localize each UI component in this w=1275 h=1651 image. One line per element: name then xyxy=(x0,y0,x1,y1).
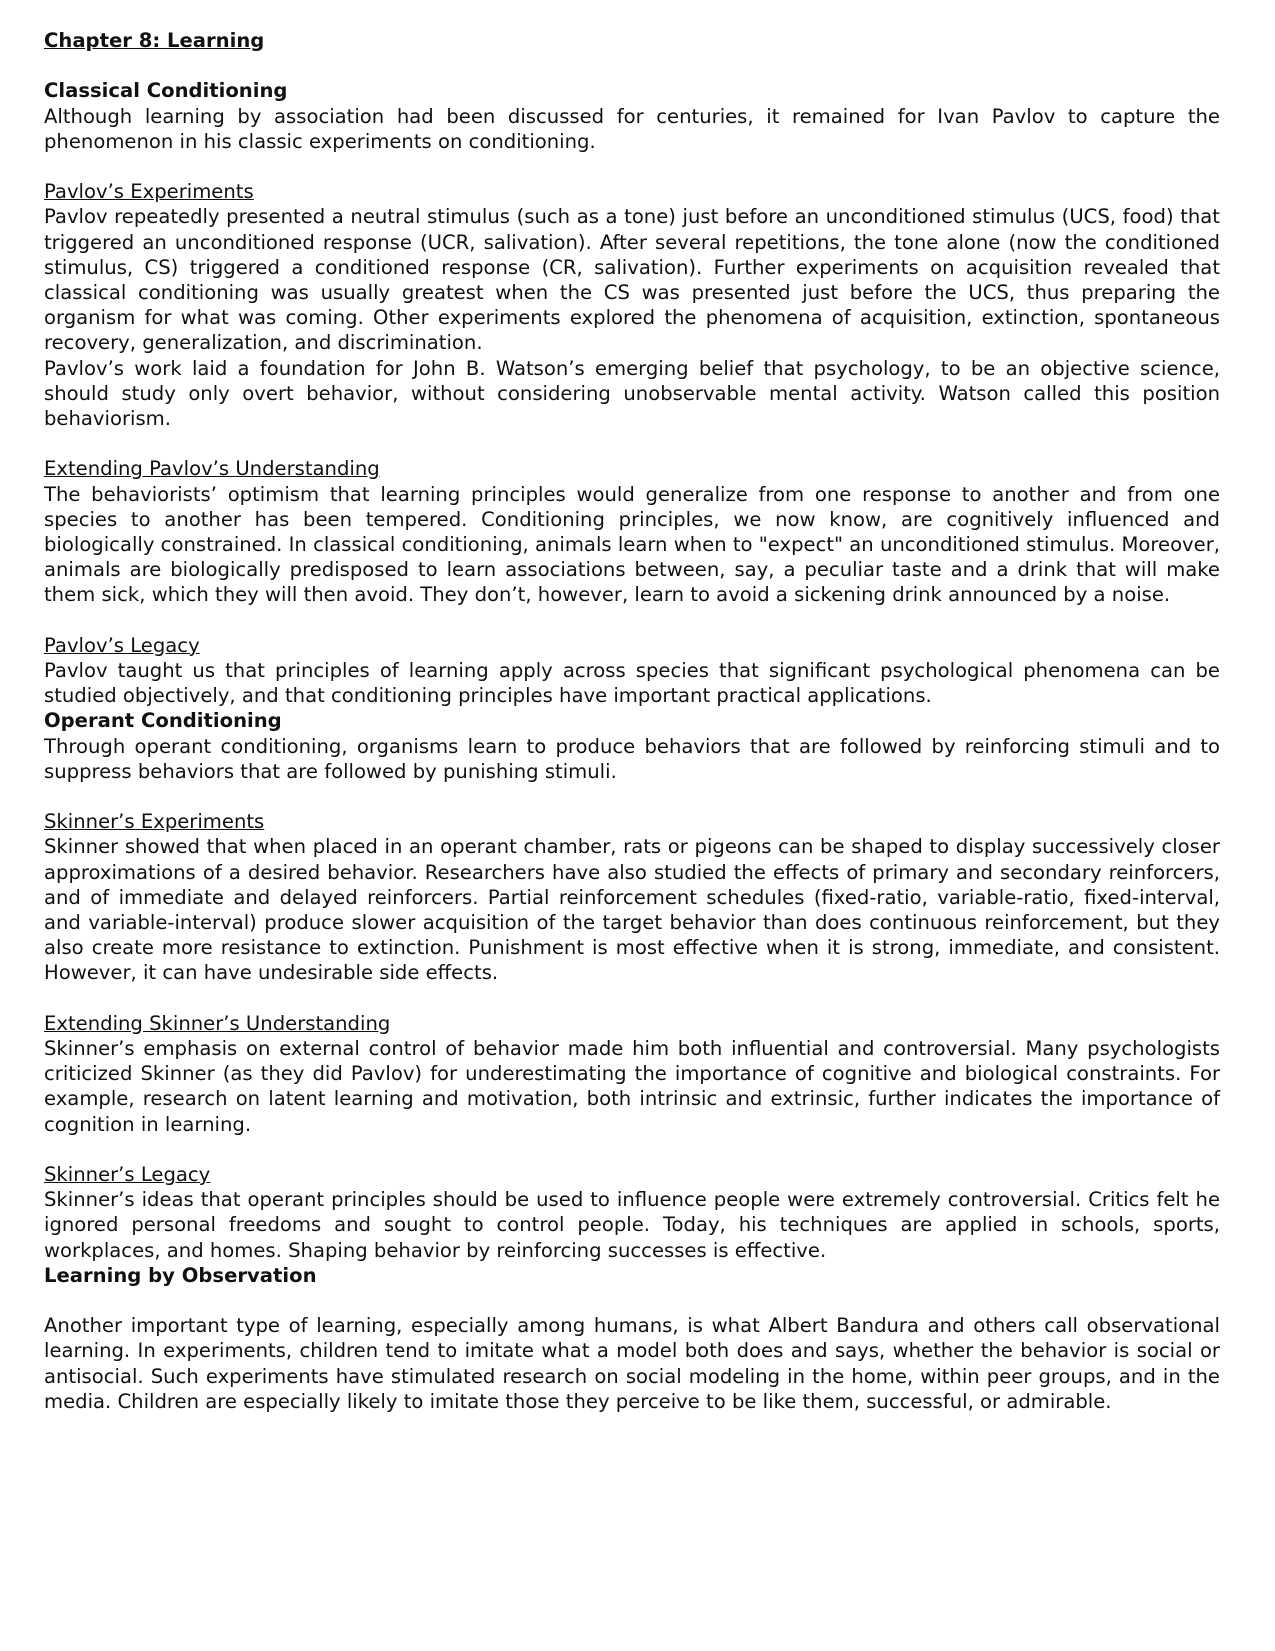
subheading-pavlov-experiments: Pavlov’s Experiments xyxy=(44,180,254,204)
subheading-extending-skinner: Extending Skinner’s Understanding xyxy=(44,1011,391,1035)
observation-paragraph: Another important type of learning, especially among humans, is what Albert Bandura and others call observational learning. In experiments, children tend to imitate what a model both does and says, whether the behavior is social or antisocial. Such experiments have stimulated research on social modeling in the home, within peer groups, and in the media. Children are especially likely to imitate those they perceive to be like them, successful, or admirable. xyxy=(44,1314,1220,1413)
extending-skinner-paragraph: Skinner’s emphasis on external control of behavior made him both influential and controversial. Many psychologists criticized Skinner (as they did Pavlov) for underestimating the importance of cognitive and biological constraints. For example, research on latent learning and motivation, both intrinsic and extrinsic, further indicates the importance of cognition in learning. xyxy=(44,1037,1220,1136)
subheading-pavlov-legacy: Pavlov’s Legacy xyxy=(44,633,200,657)
subheading-extending-pavlov: Extending Pavlov’s Understanding xyxy=(44,457,380,481)
operant-conditioning-intro: Through operant conditioning, organisms learn to produce behaviors that are followed by reinforcing stimuli and to suppress behaviors that are followed by punishing stimuli. xyxy=(44,734,1220,783)
section-heading-learning-by-observation: Learning by Observation xyxy=(44,1263,317,1287)
pavlov-legacy-paragraph: Pavlov taught us that principles of learning apply across species that significant psychological phenomena can be studied objectively, and that conditioning principles have important practical applications. xyxy=(44,659,1220,708)
spacer xyxy=(44,1137,1220,1162)
section-heading-operant-conditioning: Operant Conditioning xyxy=(44,709,282,733)
spacer xyxy=(44,1288,1220,1313)
skinner-experiments-paragraph: Skinner showed that when placed in an operant chamber, rats or pigeons can be shaped to display successively closer approximations of a desired behavior. Researchers have also studied the effects of primary and secondary reinforcers, and of immediate and delayed reinforcers. Partial reinforcement schedules (fixed-ratio, variable-ratio, fixed-interval, and variable-interval) produce slower acquisition of the target behavior than does continuous reinforcement, but they also create more resistance to extinction. Punishment is most effective when it is strong, immediate, and consistent. However, it can have undesirable side effects. xyxy=(44,835,1220,985)
document-page xyxy=(44,28,1220,1414)
spacer xyxy=(44,431,1220,456)
subheading-skinner-experiments: Skinner’s Experiments xyxy=(44,810,265,834)
pavlov-experiments-paragraph-2: Pavlov’s work laid a foundation for John B. Watson’s emerging belief that psychology, to be an objective science, should study only overt behavior, without considering unobservable mental activity. Watson called this position behaviorism. xyxy=(44,356,1220,431)
section-heading-classical-conditioning: Classical Conditioning xyxy=(44,79,288,103)
spacer xyxy=(44,986,1220,1011)
skinner-legacy-paragraph: Skinner’s ideas that operant principles should be used to influence people were extremely controversial. Critics felt he ignored personal freedoms and sought to control people. Today, his techniques are applied in schools, sports, workplaces, and homes. Shaping behavior by reinforcing successes is effective. xyxy=(44,1188,1220,1262)
spacer xyxy=(44,608,1220,633)
spacer xyxy=(44,154,1220,179)
subheading-skinner-legacy: Skinner’s Legacy xyxy=(44,1163,211,1187)
pavlov-experiments-paragraph-1: Pavlov repeatedly presented a neutral stimulus (such as a tone) just before an unconditioned stimulus (UCS, food) that triggered an unconditioned response (UCR, salivation). After several repetitions, the tone alone (now the conditioned stimulus, CS) triggered a conditioned response (CR, salivation). Further experiments on acquisition revealed that classical conditioning was usually greatest when the CS was presented just before the UCS, thus preparing the organism for what was coming. Other experiments explored the phenomena of acquisition, extinction, spontaneous recovery, generalization, and discrimination. xyxy=(44,205,1220,355)
classical-conditioning-intro: Although learning by association had been discussed for centuries, it remained for Ivan Pavlov to capture the phenomenon in his classic experiments on conditioning. xyxy=(44,104,1220,153)
chapter-title: Chapter 8: Learning xyxy=(44,29,265,52)
extending-pavlov-paragraph: The behaviorists’ optimism that learning principles would generalize from one response to another and from one species to another has been tempered. Conditioning principles, we now know, are cognitively influenced and biologically constrained. In classical conditioning, animals learn when to "expect" an unconditioned stimulus. Moreover, animals are biologically predisposed to learn associations between, say, a peculiar taste and a drink that will make them sick, which they will then avoid. They don’t, however, learn to avoid a sickening drink announced by a noise. xyxy=(44,482,1220,607)
spacer xyxy=(44,784,1220,809)
